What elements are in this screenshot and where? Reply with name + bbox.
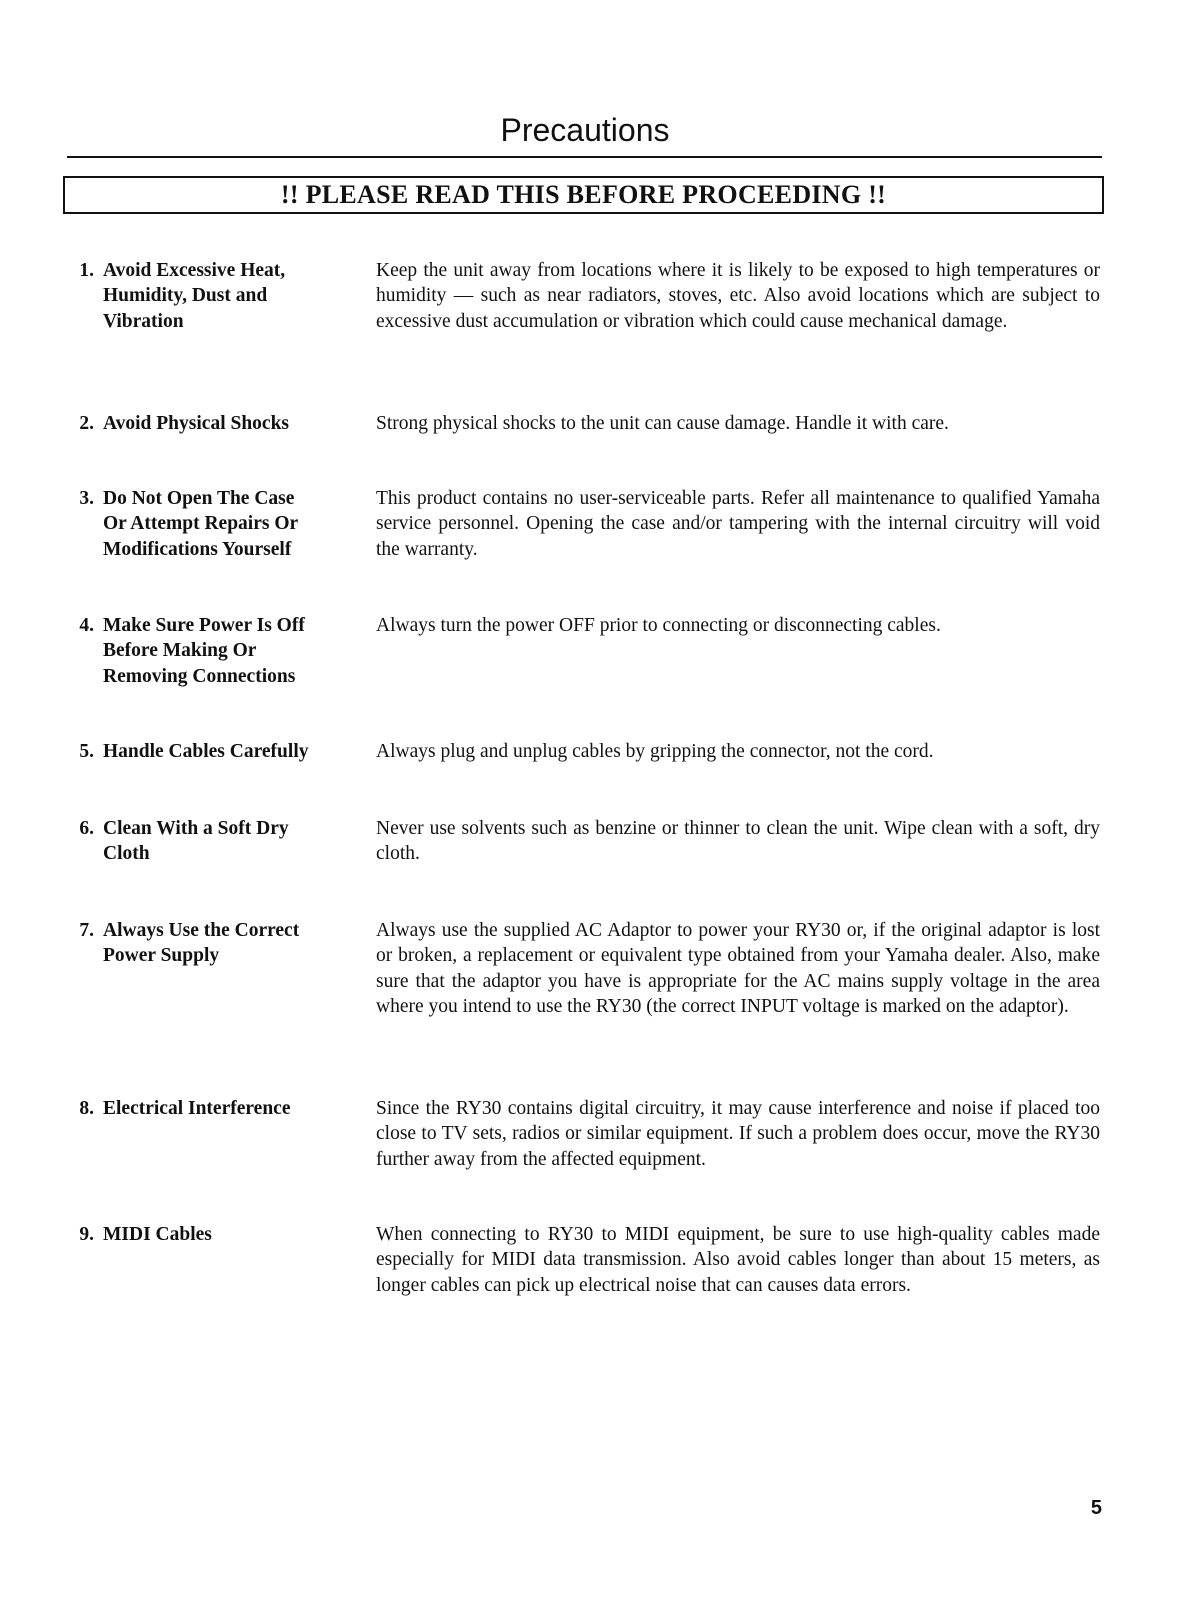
item-heading: Clean With a Soft Dry Cloth	[103, 818, 289, 865]
item-heading: Electrical Interference	[103, 1098, 291, 1119]
item-body: Since the RY30 contains digital circuitry, it may cause interference and noise if placed too close to TV sets, radios or similar equipment. If such a problem does occur, move the RY30 further away from the affected equipment.	[376, 1098, 1100, 1170]
item-heading: Make Sure Power Is Off Before Making Or Removing Connections	[103, 615, 305, 687]
item-heading: Avoid Physical Shocks	[103, 413, 290, 434]
item-heading: MIDI Cables	[103, 1224, 212, 1245]
item-body: Keep the unit away from locations where it is likely to be exposed to high temperatures or humidity — such as near radiators, stoves, etc. Also avoid locations which are subject to excessive dust accumulation or vibration which could cause mechanical damage.	[376, 260, 1100, 332]
item-number: 3.	[79, 488, 94, 509]
item-number: 7.	[79, 920, 94, 941]
item-body: Never use solvents such as benzine or thinner to clean the unit. Wipe clean with a soft, dry cloth.	[376, 818, 1100, 865]
title-divider	[67, 156, 1102, 158]
item-number: 1.	[79, 260, 94, 281]
item-number: 2.	[79, 413, 94, 434]
item-body: Always turn the power OFF prior to connecting or disconnecting cables.	[376, 615, 941, 636]
item-body: When connecting to RY30 to MIDI equipment, be sure to use high-quality cables made especially for MIDI data transmission. Also avoid cables longer than about 15 meters, as longer cables can pick up electrical noise that can causes data errors.	[376, 1224, 1100, 1296]
item-body: This product contains no user-serviceable parts. Refer all maintenance to qualified Yamaha service personnel. Opening the case and/or tampering with the internal circuitry will void the warranty.	[376, 488, 1100, 560]
page-number: 5	[1090, 1497, 1102, 1519]
page-title: Precautions	[500, 112, 670, 148]
item-heading: Do Not Open The Case Or Attempt Repairs Or Modifications Yourself	[103, 488, 299, 560]
item-body: Strong physical shocks to the unit can cause damage. Handle it with care.	[376, 413, 949, 434]
item-heading: Avoid Excessive Heat, Humidity, Dust and Vibration	[103, 260, 286, 332]
item-number: 4.	[79, 615, 94, 636]
item-heading: Handle Cables Carefully	[103, 741, 309, 762]
item-number: 9.	[79, 1224, 94, 1245]
item-body: Always use the supplied AC Adaptor to power your RY30 or, if the original adaptor is lost or broken, a replacement or equivalent type obtained from your Yamaha dealer. Also, make sure that the adaptor you have is appropriate for the AC mains supply voltage in the area where you intend to use the RY30 (the correct INPUT voltage is marked on the adaptor).	[376, 920, 1100, 1017]
notice-banner: !! PLEASE READ THIS BEFORE PROCEEDING !!	[63, 176, 1104, 214]
item-number: 8.	[79, 1098, 94, 1119]
item-number: 5.	[79, 741, 94, 762]
item-number: 6.	[79, 818, 94, 839]
item-heading: Always Use the Correct Power Supply	[103, 920, 300, 967]
item-body: Always plug and unplug cables by gripping the connector, not the cord.	[376, 741, 934, 762]
